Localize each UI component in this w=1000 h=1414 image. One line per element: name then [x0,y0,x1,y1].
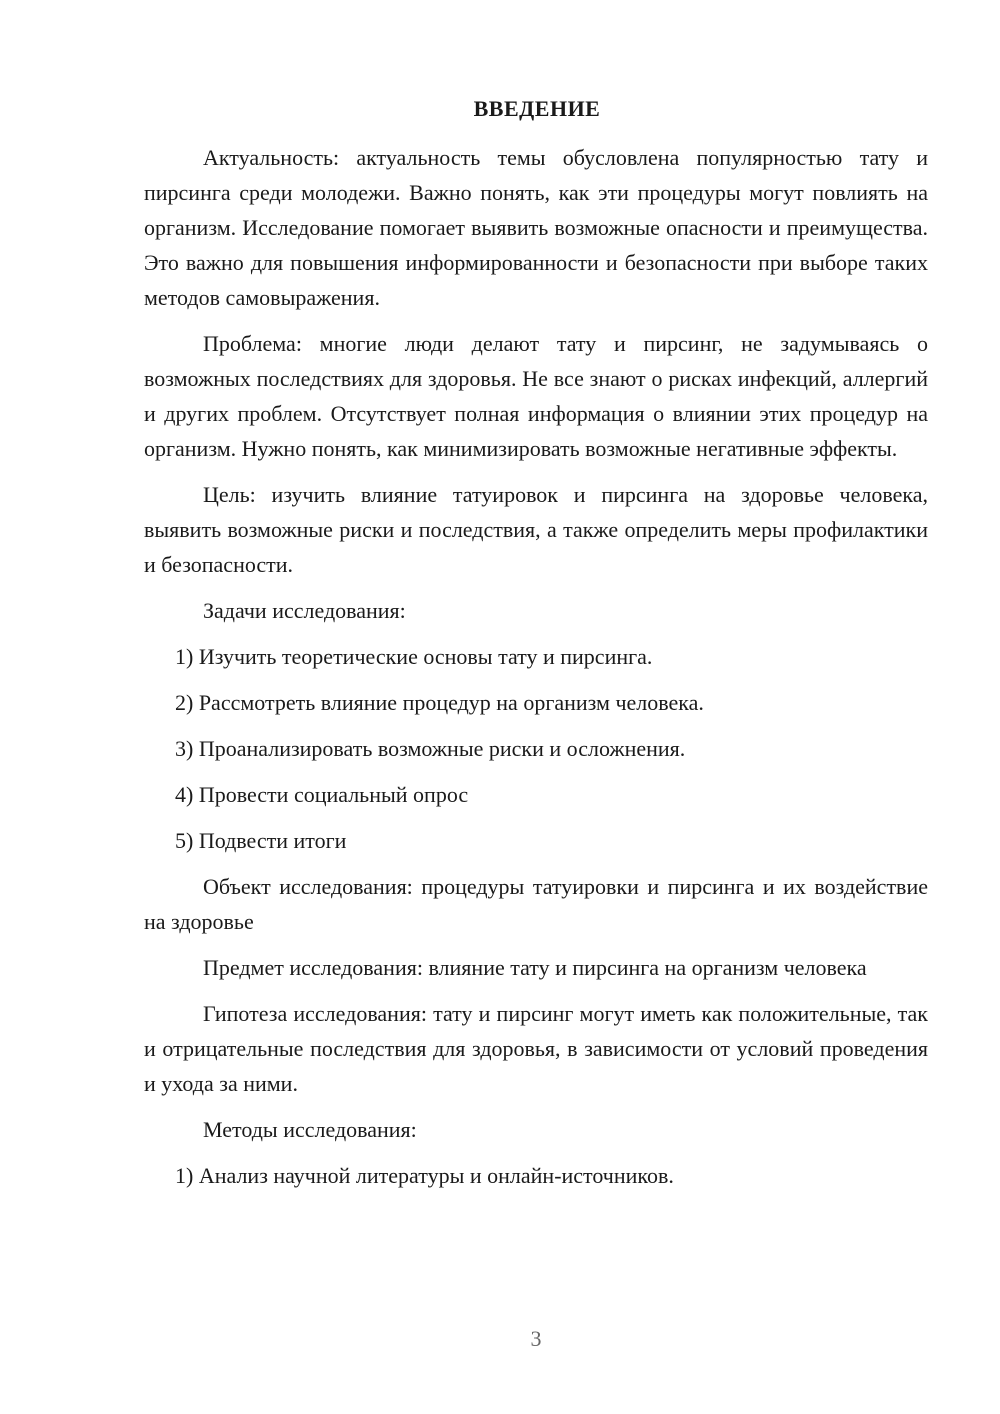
paragraph-goal: Цель: изучить влияние татуировок и пирсинга на здоровье человека, выявить возможные риски и последствия, а также определить меры профилактики и безопасности. [144,482,928,577]
paragraph-subject: Предмет исследования: влияние тату и пирсинга на организм человека [203,955,867,980]
task-item: 5) Подвести итоги [175,828,347,853]
tasks-heading: Задачи исследования: [203,598,406,623]
document-body [144,140,928,1204]
paragraph-relevance: Актуальность: актуальность темы обусловлена популярностью тату и пирсинга среди молодежи. Важно понять, как эти процедуры могут повлиять на организм. Исследование помогает выявить возможные опасности и преимущества. Это важно для повышения информированности и безопасности при выборе таких методов самовыражения. [144,145,928,310]
paragraph-object: Объект исследования: процедуры татуировки и пирсинга и их воздействие на здоровье [144,874,928,934]
task-item: 3) Проанализировать возможные риски и осложнения. [175,736,686,761]
task-item: 4) Провести социальный опрос [175,782,469,807]
paragraph-hypothesis: Гипотеза исследования: тату и пирсинг могут иметь как положительные, так и отрицательные последствия для здоровья, в зависимости от условий проведения и ухода за ними. [144,1001,928,1096]
page-number: 3 [530,1326,542,1351]
task-item: 1) Изучить теоретические основы тату и пирсинга. [175,644,653,669]
method-item: 1) Анализ научной литературы и онлайн-источников. [175,1163,674,1188]
task-item: 2) Рассмотреть влияние процедур на организм человека. [175,690,704,715]
section-title: ВВЕДЕНИЕ [473,96,601,121]
paragraph-problem: Проблема: многие люди делают тату и пирсинг, не задумываясь о возможных последствиях для здоровья. Не все знают о рисках инфекций, аллергий и других проблем. Отсутствует полная информация о влиянии этих процедур на организм. Нужно понять, как минимизировать возможные негативные эффекты. [144,331,928,461]
methods-heading: Методы исследования: [203,1117,417,1142]
